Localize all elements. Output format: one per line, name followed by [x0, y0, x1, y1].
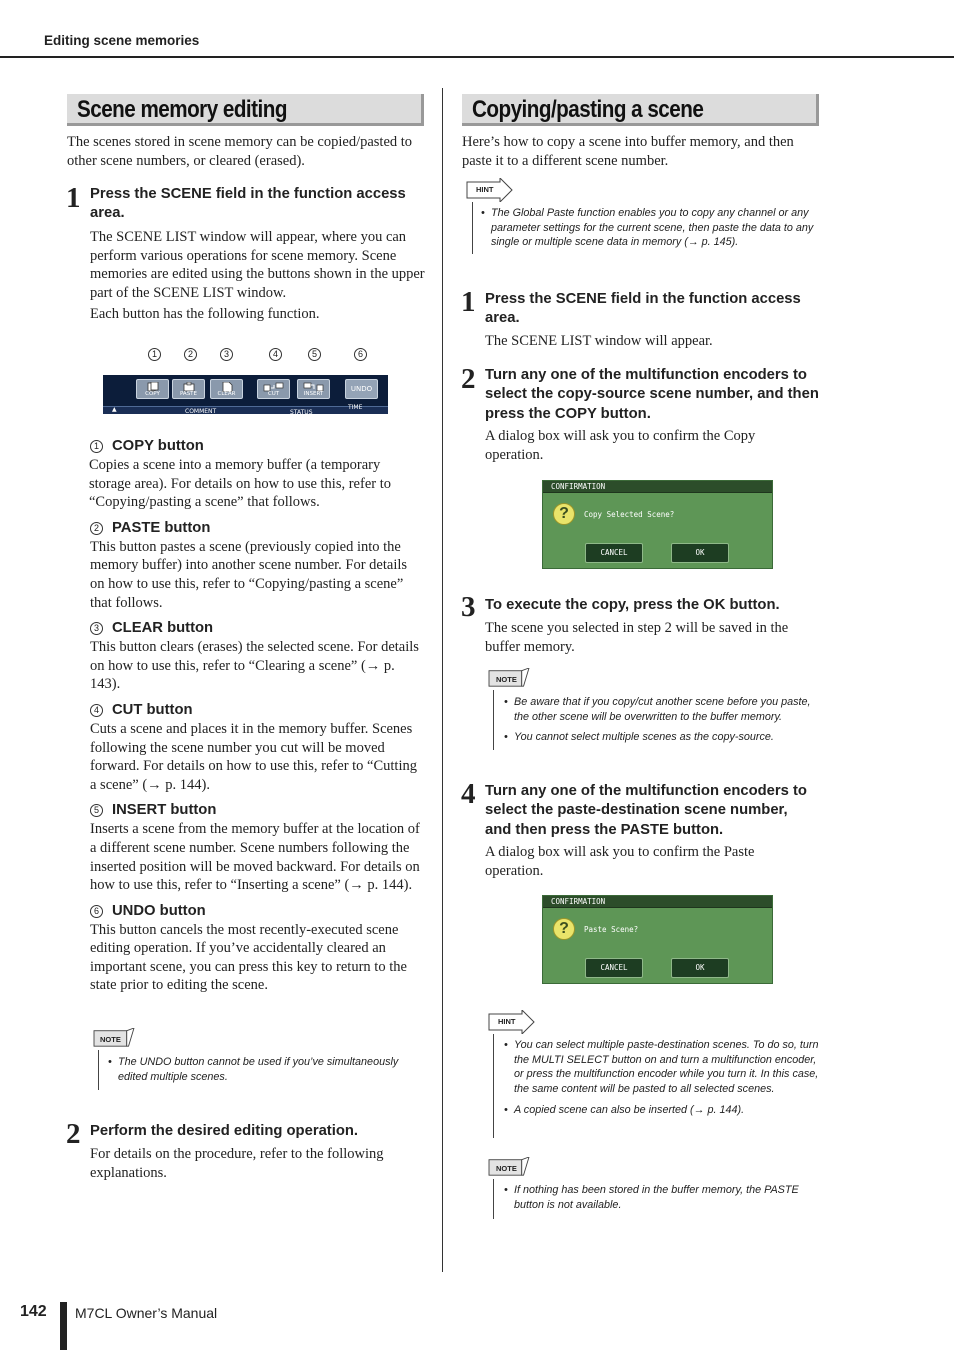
- note-text: [504, 695, 824, 745]
- hint-rule: [493, 1034, 494, 1138]
- item-number: 5: [90, 804, 103, 817]
- hint-text: [504, 1038, 822, 1118]
- paste-button-label: PASTE: [179, 391, 198, 397]
- item-body: Inserts a scene from the memory buffer at the location of a different scene number. Scene numbers following the inserted position will be moved backward. For details on how to use this, refer to “Inserting a scene” (→ p. 144).: [90, 821, 420, 894]
- column-status: STATUS: [290, 409, 313, 416]
- section-title: Copying/pasting a scene: [472, 96, 704, 123]
- scene-list-header: [103, 406, 388, 414]
- cancel-button[interactable]: CANCEL: [585, 958, 643, 978]
- column-time: TIME: [348, 404, 363, 411]
- insert-button-label: INSERT: [303, 391, 324, 397]
- question-icon: ?: [553, 503, 575, 525]
- hint-label: HINT: [476, 185, 494, 194]
- step-number: 2: [66, 1118, 81, 1150]
- item-copy: [90, 437, 425, 512]
- undo-button[interactable]: [345, 379, 378, 399]
- item-body: This button cancels the most recently-executed scene editing operation. If you’ve accidentally cleared an important scene, you can press this key to return to the state prior to editing the scene.: [90, 921, 407, 994]
- note-label: NOTE: [496, 1164, 517, 1173]
- step-title: To execute the copy, press the OK button.: [485, 597, 780, 613]
- callout-2: 2: [184, 348, 197, 361]
- cut-button[interactable]: [257, 379, 290, 399]
- hint-item: • A copied scene can also be inserted (→ p. 144).: [504, 1103, 822, 1118]
- note-label: NOTE: [496, 675, 517, 684]
- intro-text: The scenes stored in scene memory can be copied/pasted to other scene numbers, or cleared (erased).: [67, 134, 413, 169]
- clear-button-label: CLEAR: [217, 391, 236, 397]
- item-clear: [90, 619, 425, 694]
- item-undo: [90, 902, 425, 995]
- manual-title: M7CL Owner’s Manual: [75, 1305, 218, 1321]
- note-item: • You cannot select multiple scenes as the copy-source.: [504, 730, 824, 745]
- section-title: Scene memory editing: [77, 96, 287, 123]
- step-title: Press the SCENE field in the function access area.: [485, 291, 801, 327]
- intro-text: Here’s how to copy a scene into buffer memory, and then paste it to a different scene number.: [462, 134, 794, 169]
- confirmation-dialog-paste: [542, 895, 773, 984]
- hint-text: [481, 206, 821, 250]
- item-body: Cuts a scene and places it in the memory buffer. Scenes following the scene number you cut will be moved forward. For details on how to use this, refer to “Cutting a scene” (→ p. 144).: [90, 720, 417, 793]
- note-rule: [493, 1179, 494, 1219]
- running-title: Editing scene memories: [44, 33, 200, 48]
- note-rule: [98, 1050, 99, 1090]
- dialog-title: CONFIRMATION: [551, 482, 606, 491]
- step-title: Turn any one of the multifunction encoders to select the paste-destination scene number, and then press the PASTE button.: [485, 783, 807, 838]
- ok-button[interactable]: OK: [671, 958, 729, 978]
- callout-1: 1: [148, 348, 161, 361]
- note-item: • If nothing has been stored in the buffer memory, the PASTE button is not available.: [504, 1183, 822, 1212]
- dialog-header: [543, 481, 772, 493]
- step-body: Each button has the following function.: [90, 306, 320, 322]
- note-item: • The UNDO button cannot be used if you’ve simultaneously edited multiple scenes.: [108, 1055, 418, 1084]
- scene-list-toolbar: [103, 375, 388, 414]
- step-body: The scene you selected in step 2 will be saved in the buffer memory.: [485, 620, 789, 655]
- ok-button[interactable]: OK: [671, 543, 729, 563]
- undo-button-label: UNDO: [350, 385, 373, 393]
- footer-bar: [60, 1302, 67, 1350]
- question-icon: ?: [553, 918, 575, 940]
- hint-rule: [472, 202, 473, 254]
- item-number: 2: [90, 522, 103, 535]
- insert-button[interactable]: [297, 379, 330, 399]
- step-title: Press the SCENE field in the function access area.: [90, 186, 406, 222]
- step-body: The SCENE LIST window will appear.: [485, 333, 713, 349]
- button-descriptions: [90, 437, 425, 995]
- item-title: COPY button: [112, 438, 204, 454]
- item-title: UNDO button: [112, 902, 206, 919]
- item-body: This button clears (erases) the selected scene. For details on how to use this, refer to “Clearing a scene” (→ p. 143).: [90, 639, 419, 693]
- item-insert: [90, 801, 425, 894]
- paste-button[interactable]: [172, 379, 205, 399]
- item-number: 1: [90, 440, 103, 453]
- item-title: INSERT button: [112, 802, 217, 819]
- callout-5: 5: [308, 348, 321, 361]
- step-number: 4: [461, 778, 476, 810]
- section-banner-copying-pasting: [462, 94, 819, 126]
- step-title: Turn any one of the multifunction encoders to select the copy-source scene number, and then press the COPY button.: [485, 367, 819, 422]
- scroll-icon: ▲: [112, 406, 117, 413]
- hint-item: • You can select multiple paste-destination scenes. To do so, turn the MULTI SELECT button on and turn a multifunction encoder, or press the multifunction encoder while you turn it. In this case, the same content will be pasted to all selected scenes.: [504, 1038, 822, 1097]
- step-number: 1: [461, 286, 476, 318]
- note-text: [108, 1055, 418, 1084]
- column-divider: [442, 88, 443, 1272]
- cut-button-label: CUT: [267, 391, 280, 397]
- page-number: 142: [20, 1303, 47, 1320]
- note-text: [504, 1183, 822, 1212]
- dialog-message: Copy Selected Scene?: [584, 510, 675, 519]
- dialog-header: [543, 896, 772, 908]
- step-body: A dialog box will ask you to confirm the Copy operation.: [485, 428, 756, 463]
- item-body: This button pastes a scene (previously copied into the memory buffer) into another scene number. For details on how to use this, refer to “Copying/pasting a scene” that follows.: [90, 538, 408, 611]
- item-body: Copies a scene into a memory buffer (a temporary storage area). For details on how to use this, refer to “Copying/pasting a scene” that follows.: [89, 457, 391, 511]
- copy-button[interactable]: [136, 379, 169, 399]
- clear-button[interactable]: [210, 379, 243, 399]
- hint-item: • The Global Paste function enables you to copy any channel or any parameter settings for the current scene, then paste the data to any single or multiple scene data in memory (→ p. 145).: [481, 206, 821, 250]
- step-number: 3: [461, 591, 476, 623]
- step-body: For details on the procedure, refer to the following explanations.: [90, 1146, 384, 1181]
- hint-label: HINT: [498, 1017, 516, 1026]
- item-number: 3: [90, 622, 103, 635]
- section-banner-scene-memory-editing: [67, 94, 424, 126]
- column-comment: COMMENT: [185, 408, 217, 415]
- note-rule: [493, 690, 494, 750]
- cancel-button[interactable]: CANCEL: [585, 543, 643, 563]
- item-cut: [90, 701, 425, 794]
- item-number: 6: [90, 905, 103, 918]
- step-number: 2: [461, 363, 476, 395]
- callout-4: 4: [269, 348, 282, 361]
- step-title: Perform the desired editing operation.: [90, 1123, 359, 1139]
- item-number: 4: [90, 704, 103, 717]
- note-item: • Be aware that if you copy/cut another scene before you paste, the other scene will be overwritten to the buffer memory.: [504, 695, 824, 724]
- callout-3: 3: [220, 348, 233, 361]
- copy-button-label: COPY: [145, 391, 160, 397]
- item-title: CLEAR button: [112, 620, 214, 637]
- note-label: NOTE: [100, 1035, 121, 1044]
- item-paste: [90, 519, 425, 612]
- step-number: 1: [66, 182, 81, 214]
- header-rule: [0, 56, 954, 58]
- dialog-message: Paste Scene?: [584, 925, 639, 934]
- callout-6: 6: [354, 348, 367, 361]
- item-title: CUT button: [112, 701, 193, 718]
- dialog-title: CONFIRMATION: [551, 897, 606, 906]
- confirmation-dialog-copy: [542, 480, 773, 569]
- item-title: PASTE button: [112, 519, 211, 536]
- step-body: The SCENE LIST window will appear, where you can perform various operations for scene memory. Scene memories are edited using the buttons shown in the upper part of the SCENE LIST window.: [90, 229, 425, 301]
- step-body: A dialog box will ask you to confirm the Paste operation.: [485, 844, 755, 879]
